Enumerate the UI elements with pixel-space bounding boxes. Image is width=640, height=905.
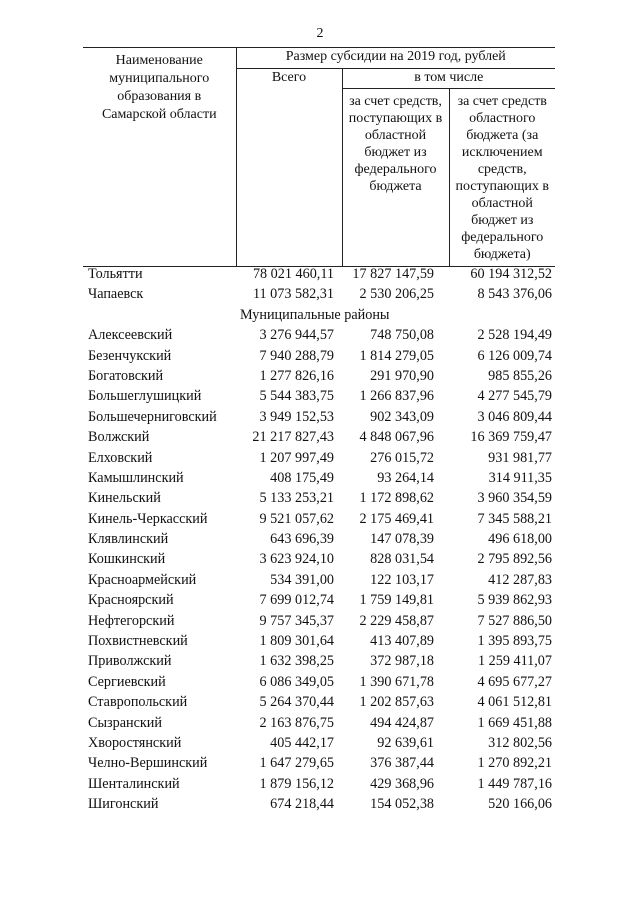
- table-header: [83, 47, 555, 267]
- federal-value: 429 368,96: [370, 775, 434, 792]
- federal-value: 494 424,87: [370, 714, 434, 731]
- table-row: [0, 733, 640, 753]
- table-row: [0, 468, 640, 488]
- regional-value: 1 669 451,88: [477, 714, 552, 731]
- municipality-name: Кошкинский: [88, 551, 166, 568]
- total-value: 534 391,00: [270, 571, 334, 588]
- table-row: [0, 386, 640, 406]
- total-value: 5 544 383,75: [259, 388, 334, 405]
- municipality-name: Красноармейский: [88, 571, 197, 588]
- federal-value: 1 266 837,96: [359, 388, 434, 405]
- total-value: 7 699 012,74: [259, 592, 334, 609]
- federal-value: 1 172 898,62: [359, 490, 434, 507]
- federal-value: 2 175 469,41: [359, 510, 434, 527]
- total-value: 1 632 398,25: [259, 653, 334, 670]
- federal-value: 902 343,09: [370, 408, 434, 425]
- total-value: 643 696,39: [270, 531, 334, 548]
- federal-value: 291 970,90: [370, 367, 434, 384]
- federal-value: 122 103,17: [370, 571, 434, 588]
- table-row: [0, 590, 640, 610]
- municipality-name: Кинельский: [88, 490, 161, 507]
- municipality-name: Тольятти: [88, 266, 143, 282]
- total-value: 9 757 345,37: [259, 612, 334, 629]
- federal-value: 17 827 147,59: [352, 266, 434, 282]
- total-value: 1 809 301,64: [259, 633, 334, 650]
- regional-value: 1 395 893,75: [477, 633, 552, 650]
- total-value: 1 277 826,16: [259, 367, 334, 384]
- regional-value: 3 960 354,59: [477, 490, 552, 507]
- regional-value: 1 449 787,16: [477, 775, 552, 792]
- regional-value: 312 802,56: [488, 734, 552, 751]
- municipality-name: Безенчукский: [88, 347, 172, 364]
- federal-value: 828 031,54: [370, 551, 434, 568]
- table-row: [0, 284, 640, 304]
- total-value: 7 940 288,79: [259, 347, 334, 364]
- table-row: [0, 509, 640, 529]
- table-row: [0, 325, 640, 345]
- federal-value: 372 987,18: [370, 653, 434, 670]
- municipality-name: Красноярский: [88, 592, 174, 609]
- header-federal: за счет средств, поступающих в областной бюджет из федерального бюджета: [342, 89, 449, 267]
- table-row: [0, 407, 640, 427]
- table-row: [0, 611, 640, 631]
- total-value: 1 879 156,12: [259, 775, 334, 792]
- table-row: [0, 366, 640, 386]
- regional-value: 985 855,26: [488, 367, 552, 384]
- total-value: 6 086 349,05: [259, 673, 334, 690]
- section-title: Муниципальные районы: [240, 306, 390, 323]
- federal-value: 154 052,38: [370, 796, 434, 813]
- total-value: 3 623 924,10: [259, 551, 334, 568]
- regional-value: 4 695 677,27: [477, 673, 552, 690]
- total-value: 3 949 152,53: [259, 408, 334, 425]
- header-name-column: Наименование муниципального образования в Самарской области: [83, 48, 236, 267]
- regional-value: 7 527 886,50: [477, 612, 552, 629]
- table-row: [0, 346, 640, 366]
- municipality-name: Волжский: [88, 429, 150, 446]
- municipality-name: Кинель-Черкасский: [88, 510, 208, 527]
- header-total: Всего: [236, 69, 342, 267]
- table-row: [0, 529, 640, 549]
- municipality-name: Елховский: [88, 449, 153, 466]
- municipality-name: Приволжский: [88, 653, 172, 670]
- total-value: 3 276 944,57: [259, 327, 334, 344]
- total-value: 408 175,49: [270, 469, 334, 486]
- municipality-name: Похвистневский: [88, 633, 188, 650]
- regional-value: 314 911,35: [488, 469, 552, 486]
- federal-value: 1 202 857,63: [359, 694, 434, 711]
- federal-value: 276 015,72: [370, 449, 434, 466]
- regional-value: 2 795 892,56: [477, 551, 552, 568]
- regional-value: 7 345 588,21: [477, 510, 552, 527]
- total-value: 5 264 370,44: [259, 694, 334, 711]
- regional-value: 496 618,00: [488, 531, 552, 548]
- federal-value: 413 407,89: [370, 633, 434, 650]
- federal-value: 93 264,14: [377, 469, 434, 486]
- total-value: 405 442,17: [270, 734, 334, 751]
- municipality-name: Шенталинский: [88, 775, 180, 792]
- municipality-name: Сергиевский: [88, 673, 166, 690]
- table-row: [0, 692, 640, 712]
- table-row: [0, 713, 640, 733]
- federal-value: 748 750,08: [370, 327, 434, 344]
- municipality-name: Челно-Вершинский: [88, 755, 208, 772]
- table-row: [0, 753, 640, 773]
- federal-value: 1 814 279,05: [359, 347, 434, 364]
- regional-value: 60 194 312,52: [470, 266, 552, 282]
- regional-value: 1 270 892,21: [477, 755, 552, 772]
- federal-value: 4 848 067,96: [359, 429, 434, 446]
- total-value: 1 207 997,49: [259, 449, 334, 466]
- municipality-name: Шигонский: [88, 796, 159, 813]
- municipality-name: Сызранский: [88, 714, 162, 731]
- header-including: в том числе: [342, 69, 555, 89]
- total-value: 674 218,44: [270, 796, 334, 813]
- page-number: 2: [316, 26, 324, 41]
- regional-value: 412 287,83: [488, 571, 552, 588]
- municipality-name: Камышлинский: [88, 469, 184, 486]
- federal-value: 376 387,44: [370, 755, 434, 772]
- municipality-name: Большечерниговский: [88, 408, 217, 425]
- regional-value: 1 259 411,07: [478, 653, 552, 670]
- table-row: [0, 488, 640, 508]
- regional-value: 3 046 809,44: [477, 408, 552, 425]
- municipality-name: Нефтегорский: [88, 612, 175, 629]
- regional-value: 2 528 194,49: [477, 327, 552, 344]
- section-heading: [0, 305, 640, 325]
- total-value: 78 021 460,11: [252, 266, 334, 282]
- total-value: 5 133 253,21: [259, 490, 334, 507]
- federal-value: 2 530 206,25: [359, 286, 434, 303]
- table-row: [0, 264, 640, 284]
- total-value: 21 217 827,43: [252, 429, 334, 446]
- municipality-name: Богатовский: [88, 367, 164, 384]
- municipality-name: Ставропольский: [88, 694, 188, 711]
- regional-value: 8 543 376,06: [477, 286, 552, 303]
- total-value: 2 163 876,75: [259, 714, 334, 731]
- municipality-name: Чапаевск: [88, 286, 144, 303]
- table-row: [0, 672, 640, 692]
- federal-value: 2 229 458,87: [359, 612, 434, 629]
- regional-value: 16 369 759,47: [470, 429, 552, 446]
- federal-value: 1 390 671,78: [359, 673, 434, 690]
- header-regional: за счет средств областного бюджета (за исключением средств, поступающих в областной бюджет из федерального бюджета): [449, 89, 555, 267]
- regional-value: 520 166,06: [488, 796, 552, 813]
- regional-value: 4 277 545,79: [477, 388, 552, 405]
- total-value: 11 073 582,31: [252, 286, 334, 303]
- total-value: 1 647 279,65: [259, 755, 334, 772]
- table-row: [0, 427, 640, 447]
- federal-value: 147 078,39: [370, 531, 434, 548]
- regional-value: 931 981,77: [488, 449, 552, 466]
- municipality-name: Хворостянский: [88, 734, 182, 751]
- table-row: [0, 448, 640, 468]
- regional-value: 4 061 512,81: [477, 694, 552, 711]
- municipality-name: Большеглушицкий: [88, 388, 202, 405]
- table-row: [0, 774, 640, 794]
- federal-value: 1 759 149,81: [359, 592, 434, 609]
- table-row: [0, 631, 640, 651]
- federal-value: 92 639,61: [377, 734, 434, 751]
- table-row: [0, 570, 640, 590]
- table-row: [0, 794, 640, 814]
- table-row: [0, 549, 640, 569]
- table-body: [0, 264, 640, 815]
- regional-value: 6 126 009,74: [477, 347, 552, 364]
- header-subsidy-title: Размер субсидии на 2019 год, рублей: [236, 48, 555, 69]
- municipality-name: Алексеевский: [88, 327, 173, 344]
- regional-value: 5 939 862,93: [477, 592, 552, 609]
- municipality-name: Клявлинский: [88, 531, 169, 548]
- table-row: [0, 651, 640, 671]
- total-value: 9 521 057,62: [259, 510, 334, 527]
